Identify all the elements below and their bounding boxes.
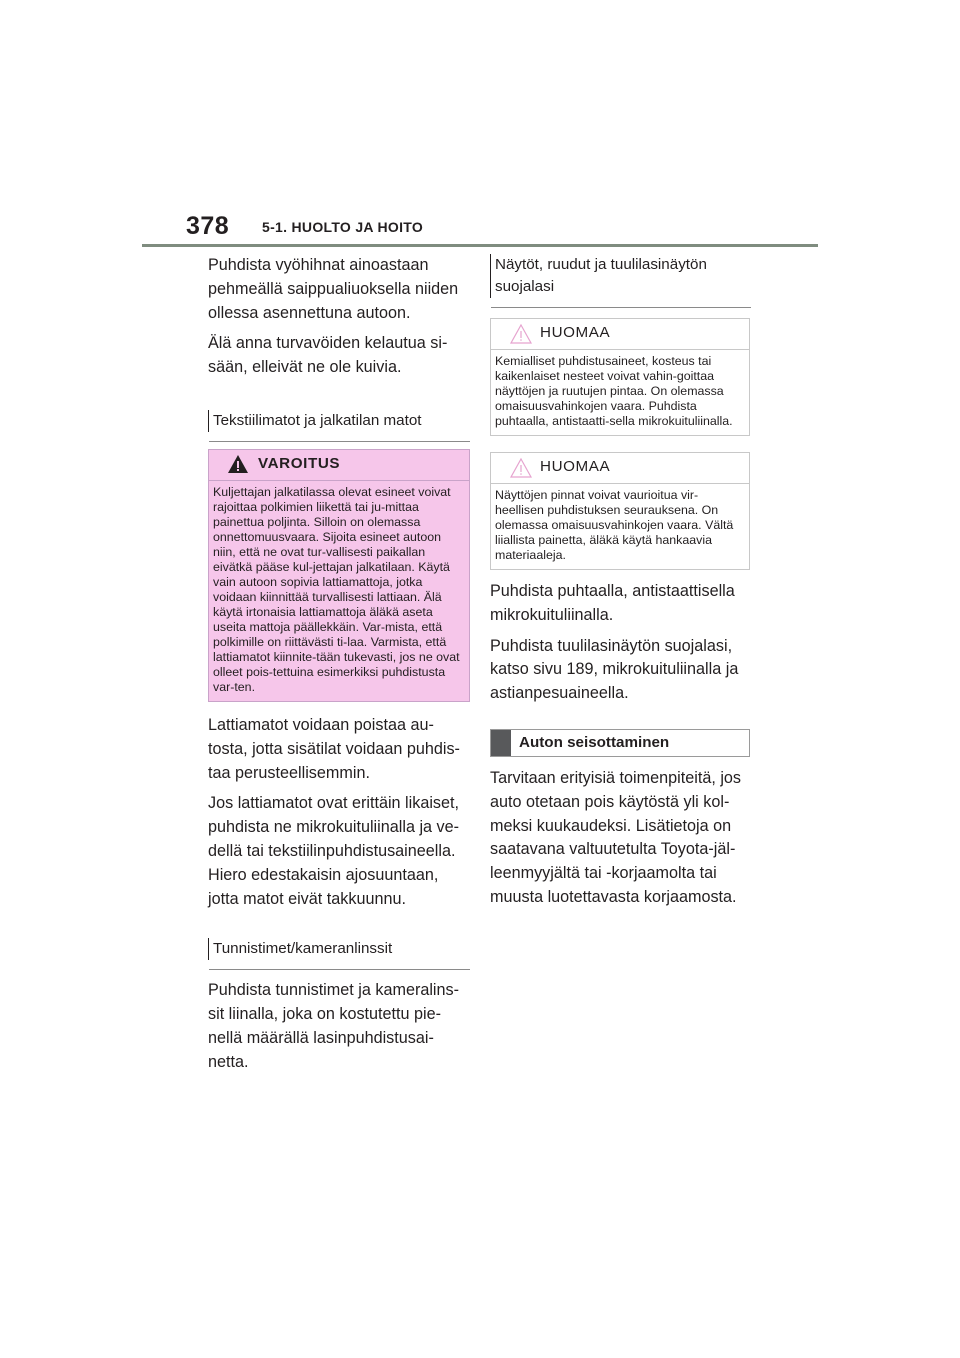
section-heading-storage — [490, 729, 750, 757]
notice-header — [491, 319, 749, 349]
left-column — [208, 254, 470, 1075]
floor-mats-paragraphs — [208, 714, 470, 911]
subheading-rule — [491, 307, 751, 308]
subheading-floor-mats — [208, 410, 470, 432]
section-heading-label: Auton seisottaminen — [519, 733, 670, 751]
subheading-rule — [209, 969, 470, 970]
notice-text: Kemialliset puhdistusaineet, kosteus tai kaikenlaiset nesteet voivat vahin-goittaa näyttöjen ja ruutujen pintaa. On olemassa omaisuusvahinkojen vaara. Puhdista puhtaalla, antistaatti-sella mikrokuituliinalla. — [491, 349, 749, 435]
warning-triangle-filled-icon — [227, 454, 249, 474]
subheading-sensors-label: Tunnistimet/kameranlinssit — [213, 940, 393, 958]
mats-removal-paragraph: Lattiamatot voidaan poistaa au-tosta, jotta sisätilat voidaan puhdis-taa perusteellisemmin. — [208, 715, 460, 782]
hud-cleaning-paragraph: Puhdista tuulilasinäytön suojalasi, katso sivu 189, mikrokuituliinalla ja astianpesuaineella. — [490, 636, 739, 703]
warning-triangle-outline-icon — [509, 457, 533, 479]
display-cleaning-paragraph: Puhdista puhtaalla, antistaattisella mikrokuituliinalla. — [490, 582, 735, 624]
notice-box-surfaces — [490, 452, 750, 570]
warning-header — [209, 450, 469, 480]
storage-paragraph: Tarvitaan erityisiä toimenpiteitä, jos auto otetaan pois käytöstä yli kol-meksi kuukaudeksi. Lisätietoja on saatavana valtuutetulta Toyota-jäl-leenmyyjältä tai -korjaamolta tai muusta luotettavasta korjaamosta. — [490, 768, 742, 906]
notice-label: HUOMAA — [540, 324, 611, 341]
right-column — [490, 254, 750, 910]
notice-label: HUOMAA — [540, 458, 611, 475]
header-divider — [142, 244, 818, 247]
notice-header — [491, 453, 749, 483]
warning-text: Kuljettajan jalkatilassa olevat esineet voivat rajoittaa polkimien liikettä tai ju-mittaa painettua poljinta. Silloin on olemassa onnettomuusvaara. Sijoita esineet autoon niin, että ne ovat tur-vallisesti paikallan eivätkä pääse kul-jettajan jalkatilaan. Käytä vain autoon sopivia lattiamattoja, jotka voidaan kiinnittää turvallisesti lattiaan. Älä käytä irtonaisia lattiamattoja äläkä aseta useita mattoja päällekkäin. Var-mista, että polkimille on riittävästi ti-laa. Varmista, että lattiamatot kiinnite-tään tukevasti, jos ne ovat olleet pois-tettuina esimerkiksi puhdistusta var-ten. — [209, 480, 469, 701]
belt-drying-paragraph: Älä anna turvavöiden kelautua si-sään, elleivät ne ole kuivia. — [208, 334, 448, 377]
notice-text: Näyttöjen pinnat voivat vaurioitua vir-heellisen puhdistuksen seurauksena. On olemassa omaisuusvahinkojen vaara. Vältä liiallista painetta, äläkä käytä hankaavia materiaaleja. — [491, 483, 749, 569]
section-heading-tab — [491, 730, 511, 756]
display-cleaning-paragraphs — [490, 580, 750, 706]
subheading-displays-label: Näytöt, ruudut ja tuulilasinäytön suojalasi — [495, 256, 707, 295]
mats-cleaning-paragraph: Jos lattiamatot ovat erittäin likaiset, puhdista ne mikrokuituliinalla ja ve-dellä tai tekstiilinpuhdistusaineella. Hiero edestakaisin ajosuuntaan, jotta matot eivät takkuunnu. — [208, 794, 460, 908]
warning-triangle-outline-icon — [509, 323, 533, 345]
subheading-displays — [490, 254, 731, 298]
sensor-cleaning-paragraph: Puhdista tunnistimet ja kameralins-sit liinalla, joka on kostutettu pie-nellä määrällä lasinpuhdistusai-netta. — [208, 981, 460, 1071]
chapter-title: 5-1. HUOLTO JA HOITO — [262, 219, 424, 235]
page-number: 378 — [186, 212, 230, 240]
warning-box — [208, 449, 470, 702]
subheading-rule — [209, 441, 470, 442]
belt-cleaning-paragraph: Puhdista vyöhihnat ainoastaan pehmeällä saippualiuoksella niiden ollessa asennettuna autoon. — [208, 256, 459, 322]
notice-box-chemicals — [490, 318, 750, 436]
subheading-floor-mats-label: Tekstiilimatot ja jalkatilan matot — [213, 411, 422, 429]
warning-label: VAROITUS — [258, 454, 341, 472]
subheading-sensors — [208, 938, 470, 960]
